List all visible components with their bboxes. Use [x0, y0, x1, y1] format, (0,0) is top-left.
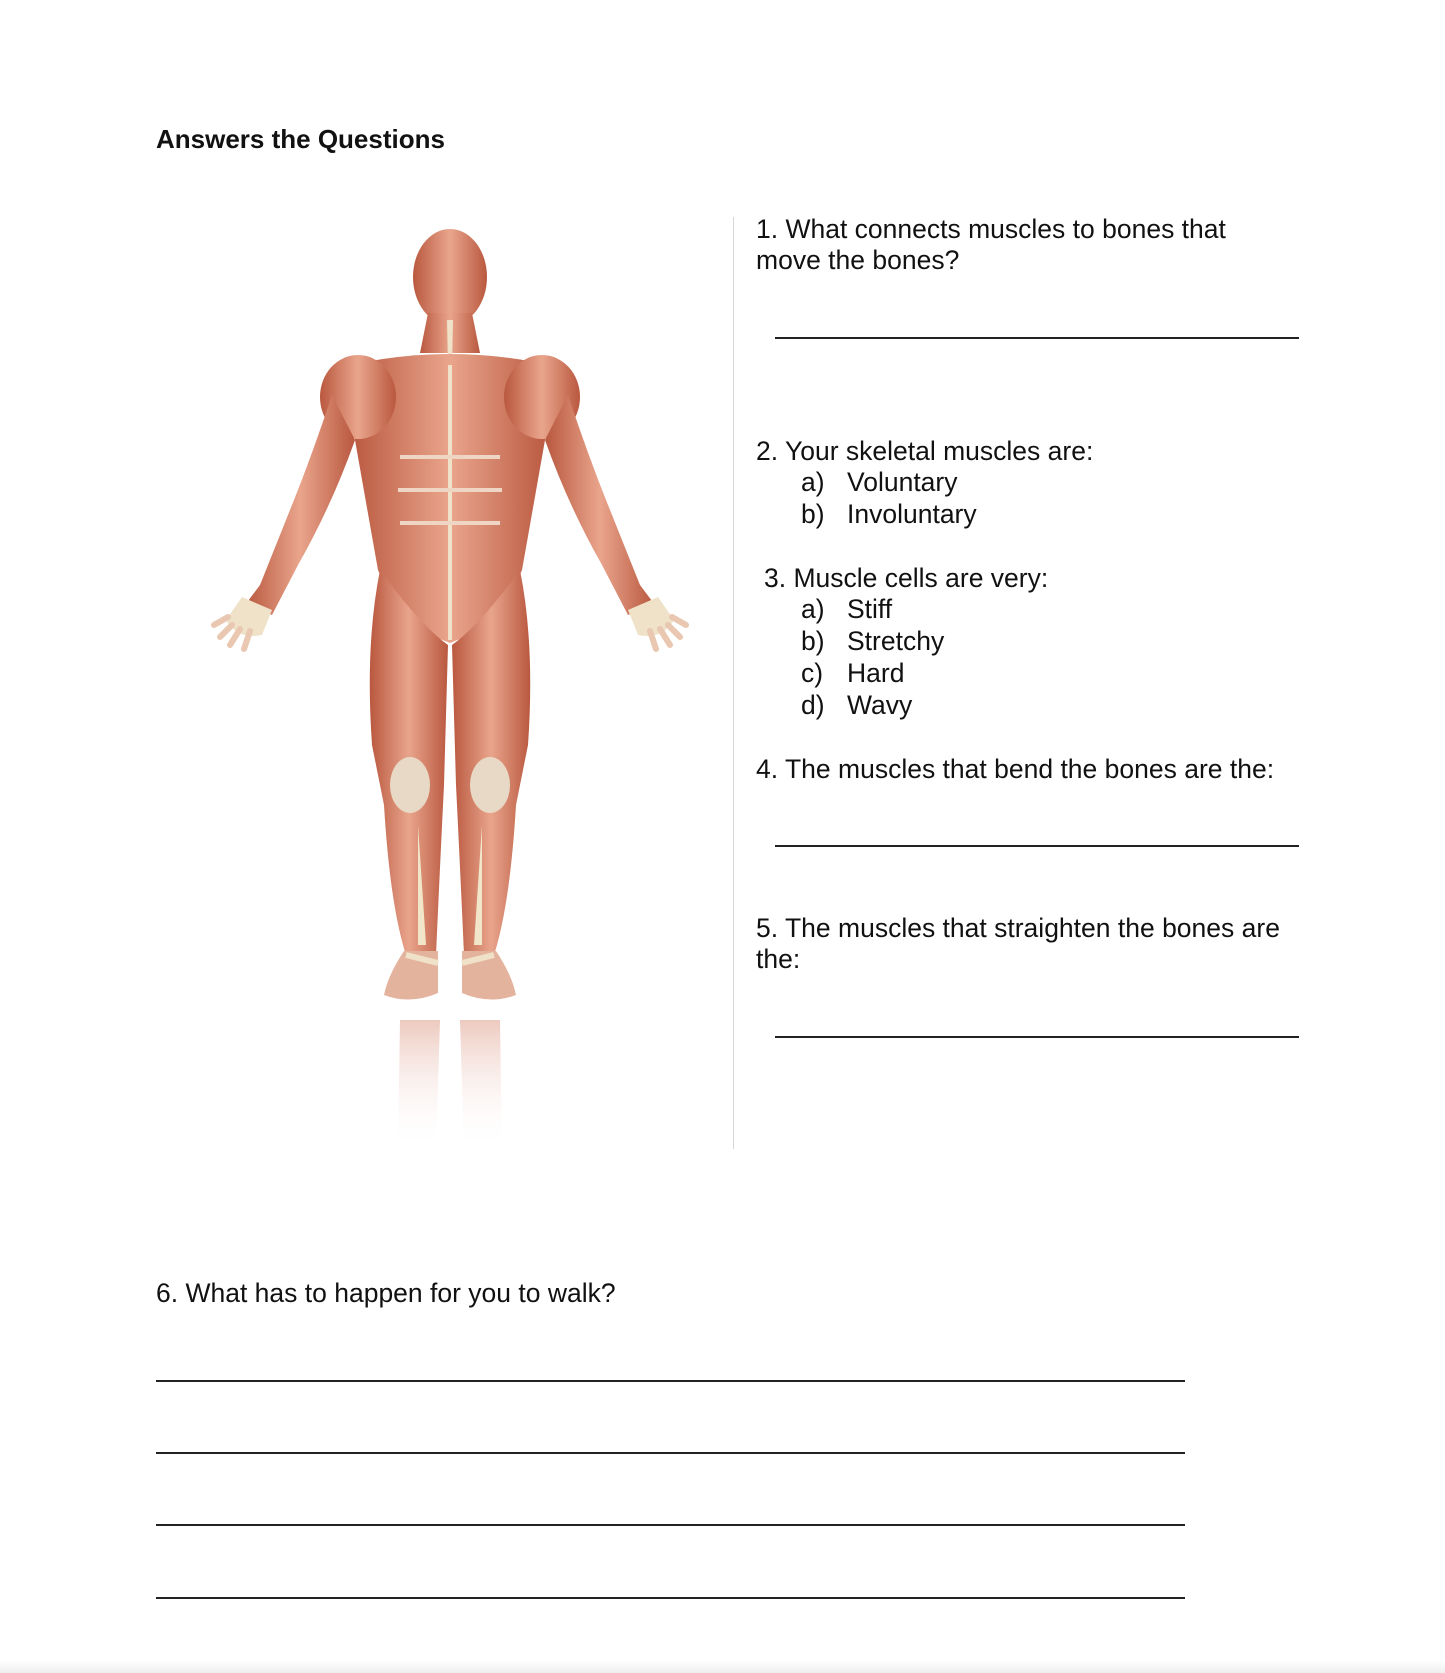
right-arm: [545, 395, 655, 615]
human-muscle-illustration: [200, 225, 720, 1150]
question-2-options: [801, 466, 977, 530]
option-text: Stiff: [847, 594, 893, 624]
page-title: Answers the Questions: [156, 124, 445, 154]
option-b[interactable]: [801, 498, 977, 530]
option-c[interactable]: [801, 657, 944, 689]
option-text: Stretchy: [847, 626, 945, 656]
option-letter: a): [801, 594, 825, 624]
option-d[interactable]: [801, 689, 944, 721]
page-bottom-edge: [0, 1661, 1445, 1673]
answer-line-q6-3[interactable]: [156, 1524, 1185, 1526]
answer-line-q6-1[interactable]: [156, 1380, 1185, 1382]
answer-line-q6-4[interactable]: [156, 1597, 1185, 1599]
option-letter: d): [801, 690, 825, 720]
head: [413, 229, 487, 325]
option-letter: b): [801, 626, 825, 656]
figure-reflection: [398, 1020, 502, 1150]
answer-line-q6-2[interactable]: [156, 1452, 1185, 1454]
option-text: Wavy: [847, 690, 913, 720]
answer-line-q4[interactable]: [775, 845, 1299, 847]
left-arm: [245, 395, 355, 615]
option-text: Voluntary: [847, 467, 958, 497]
question-3: 3. Muscle cells are very:: [764, 563, 1049, 593]
option-letter: a): [801, 467, 825, 497]
option-text: Involuntary: [847, 499, 977, 529]
column-divider: [733, 217, 734, 1149]
muscular-system-figure: [200, 225, 720, 1150]
option-letter: b): [801, 499, 825, 529]
option-b[interactable]: [801, 625, 944, 657]
question-1: 1. What connects muscles to bones that move the bones?: [756, 214, 1226, 275]
question-5: 5. The muscles that straighten the bones are the:: [756, 913, 1280, 974]
question-4: 4. The muscles that bend the bones are the:: [756, 754, 1275, 784]
answer-line-q5[interactable]: [775, 1036, 1299, 1038]
question-6: 6. What has to happen for you to walk?: [156, 1278, 616, 1308]
answer-line-q1[interactable]: [775, 337, 1299, 339]
question-3-options: [801, 593, 944, 721]
option-a[interactable]: [801, 466, 977, 498]
question-2: 2. Your skeletal muscles are:: [756, 436, 1094, 466]
option-a[interactable]: [801, 593, 944, 625]
option-letter: c): [801, 658, 824, 688]
option-text: Hard: [847, 658, 905, 688]
